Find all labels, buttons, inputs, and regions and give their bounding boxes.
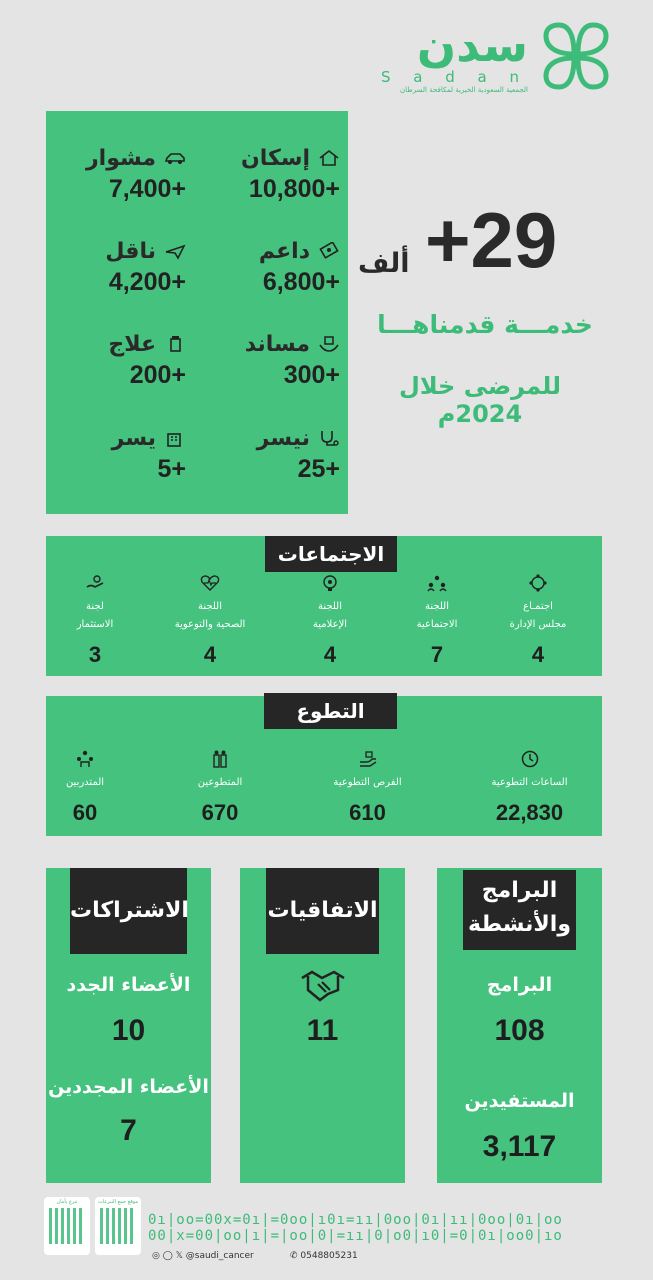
phone-icon: ✆ xyxy=(290,1251,301,1261)
volunteering-title: التطوع xyxy=(264,693,397,729)
meeting-value: 4 xyxy=(323,642,337,667)
logo-arabic: سدن xyxy=(416,18,528,72)
renewed-members-value: 7 xyxy=(120,1114,137,1147)
service-value: 300+ xyxy=(283,361,340,389)
meeting-item xyxy=(493,574,583,668)
volunteer-item xyxy=(165,750,275,826)
service-item xyxy=(200,143,340,204)
media-icon xyxy=(320,574,340,592)
stethoscope-icon xyxy=(318,429,340,447)
service-label: يسر xyxy=(111,425,156,451)
new-members-value: 10 xyxy=(111,1014,146,1047)
volunteer-label: الفرص التطوعية xyxy=(333,777,402,788)
logo-latin: S a d a n xyxy=(380,68,528,86)
service-label: ناقل xyxy=(105,238,156,264)
service-value: 4,200+ xyxy=(108,268,186,296)
clock-icon xyxy=(520,750,540,768)
money-icon xyxy=(318,242,340,260)
qr-code-fundraising[interactable] xyxy=(95,1197,141,1255)
service-item xyxy=(46,423,186,484)
meetings-title: الاجتماعات xyxy=(265,536,397,572)
headline-period: للمرضى خلال 2024م xyxy=(399,372,561,428)
headline-number: +29 xyxy=(425,196,558,284)
programs-title-2: والأنشطة xyxy=(467,912,572,937)
volunteer-value: 60 xyxy=(72,800,98,825)
agreements-panel xyxy=(240,868,405,1183)
volunteer-label: الساعات التطوعية xyxy=(491,777,568,788)
logo-icon xyxy=(542,22,610,90)
new-members-label: الأعضاء الجدد xyxy=(66,974,191,996)
meeting-value: 4 xyxy=(531,642,545,667)
volunteer-label: المتطوعين xyxy=(197,777,243,788)
services-panel xyxy=(46,111,348,514)
renewed-members-label: الأعضاء المجددين xyxy=(48,1076,209,1098)
meeting-item xyxy=(50,574,140,668)
service-value: 10,800+ xyxy=(248,175,340,203)
service-label: مشوار xyxy=(85,145,156,171)
meeting-value: 4 xyxy=(203,642,217,667)
subscriptions-title: الاشتراكات xyxy=(70,868,187,954)
volunteer-item xyxy=(472,750,587,826)
volunteer-value: 670 xyxy=(201,800,239,825)
service-value: 5+ xyxy=(157,455,186,483)
volunteer-value: 22,830 xyxy=(495,800,564,825)
volunteer-item xyxy=(35,750,135,826)
medicine-icon xyxy=(164,335,186,353)
meeting-label-2: مجلس الإدارة xyxy=(509,619,567,630)
headline-subtitle: خدمـــة قدمناهـــا xyxy=(377,310,593,339)
service-value: 6,800+ xyxy=(262,268,340,296)
meeting-value: 7 xyxy=(430,642,444,667)
building-icon xyxy=(164,429,186,447)
service-label: نيسر xyxy=(256,425,310,451)
plane-icon xyxy=(164,242,186,260)
agreements-value: 11 xyxy=(306,1014,339,1047)
meeting-item xyxy=(285,574,375,668)
logo-tagline: الجمعية السعودية الخيرية لمكافحة السرطان xyxy=(399,86,528,94)
volunteers-icon xyxy=(210,750,230,768)
meeting-label-1: اجتمـاع xyxy=(523,601,553,612)
meeting-label-1: اللجنة xyxy=(318,601,342,612)
programs-title-1: البرامج xyxy=(481,878,558,903)
headline-unit: ألف xyxy=(358,248,410,279)
volunteer-label: المتدربين xyxy=(65,777,105,788)
social-icons: ◎ ◯ 𝕏 xyxy=(152,1251,186,1261)
meeting-label-1: لجنة xyxy=(86,601,104,612)
meeting-label-1: اللجنة xyxy=(425,601,449,612)
service-item xyxy=(200,329,340,390)
people-group-icon xyxy=(427,574,447,592)
meeting-label-1: اللجنة xyxy=(198,601,222,612)
trainees-icon xyxy=(75,750,95,768)
handshake-icon xyxy=(300,968,346,1004)
hand-opportunity-icon xyxy=(358,750,378,768)
phone-number[interactable]: ✆ 0548805231 xyxy=(290,1251,358,1261)
programs-panel xyxy=(437,868,602,1183)
beneficiaries-label: المستفيدين xyxy=(464,1090,575,1112)
service-item xyxy=(46,143,186,204)
social-handle[interactable]: ◎ ◯ 𝕏 @saudi_cancer xyxy=(152,1251,254,1261)
meeting-label-2: الاجتماعية xyxy=(416,619,458,630)
service-label: مساند xyxy=(244,331,310,357)
service-item xyxy=(46,236,186,297)
qr-caption: تبرع بأمان xyxy=(56,1199,78,1205)
investment-icon xyxy=(85,574,105,592)
service-value: 7,400+ xyxy=(108,175,186,203)
meeting-label-2: الإعلامية xyxy=(312,619,348,630)
meeting-label-2: الاستثمار xyxy=(76,619,114,630)
board-meeting-icon xyxy=(528,574,548,592)
service-item xyxy=(200,423,340,484)
programs-value: 108 xyxy=(494,1014,545,1047)
service-label: داعم xyxy=(258,238,310,264)
service-label: إسكان xyxy=(240,145,310,171)
meeting-value: 3 xyxy=(88,642,102,667)
agreements-title: الاتفاقيات xyxy=(266,868,379,954)
subscriptions-panel xyxy=(46,868,211,1183)
decorative-pattern: 00|x=00|oo|ı|=|oo|0|=ıı|0|o0|ı0|=0|0ı|oo0|ıo xyxy=(148,1228,563,1244)
service-value: 25+ xyxy=(297,455,340,483)
decorative-pattern: 0ı|oo=00x=0ı|=0oo|ı0ı=ıı|0oo|0ı|ıı|0oo|0ı|oo xyxy=(148,1212,563,1228)
qr-caption: موقع جمع التبرعات xyxy=(97,1199,139,1205)
car-icon xyxy=(164,149,186,167)
volunteer-value: 610 xyxy=(349,800,386,825)
service-label: علاج xyxy=(108,331,156,357)
meeting-item xyxy=(160,574,260,668)
house-icon xyxy=(318,149,340,167)
support-hands-icon xyxy=(318,335,340,353)
meeting-item xyxy=(392,574,482,668)
programs-label: البرامج xyxy=(486,974,553,996)
volunteer-item xyxy=(310,750,425,826)
qr-code-donate[interactable] xyxy=(44,1197,90,1255)
service-item xyxy=(200,236,340,297)
service-item xyxy=(46,329,186,390)
meeting-label-2: الصحية والتوعوية xyxy=(174,619,246,630)
beneficiaries-value: 3,117 xyxy=(482,1130,557,1163)
heart-pulse-icon xyxy=(200,574,220,592)
service-value: 200+ xyxy=(129,361,186,389)
